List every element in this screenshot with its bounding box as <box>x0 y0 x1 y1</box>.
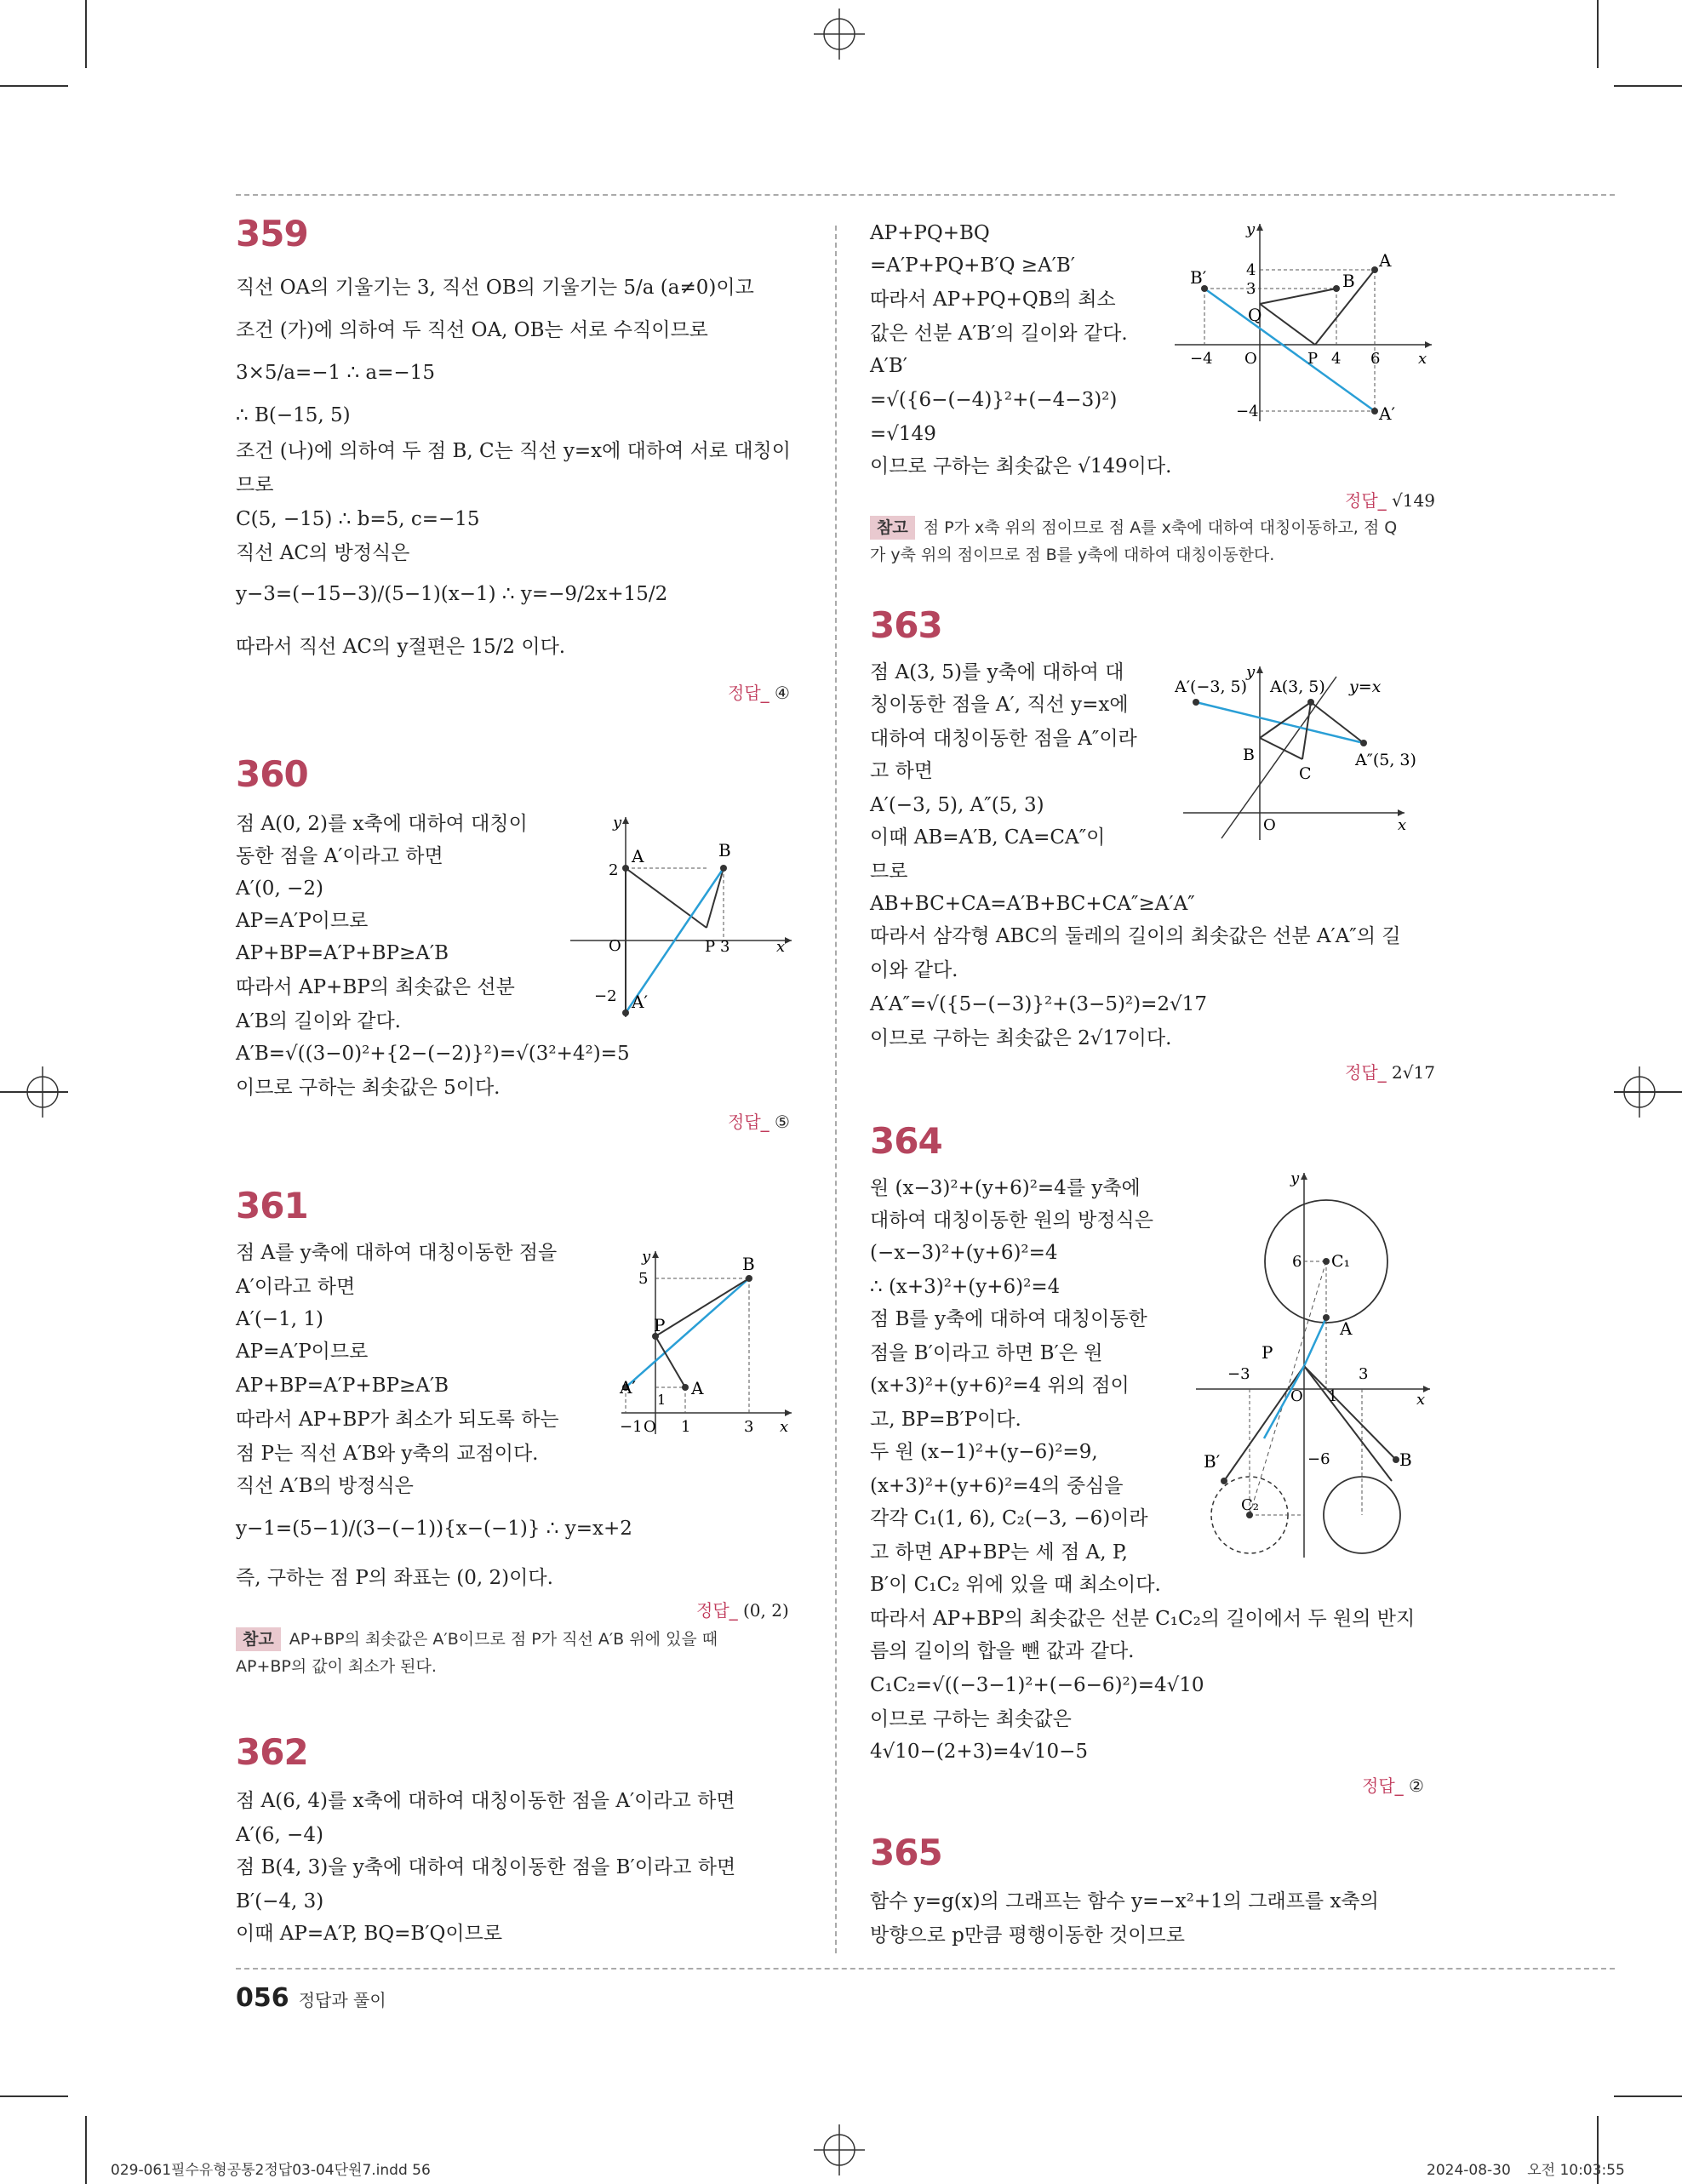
graph-label: x <box>776 938 786 956</box>
text-line: A′(−1, 1) <box>236 1308 323 1330</box>
crop-mark <box>1614 2095 1682 2097</box>
text-line: 므로 <box>236 474 274 496</box>
answer-label: 정답_ <box>1345 1062 1387 1083</box>
text-line: A′(0, −2) <box>236 878 323 900</box>
registration-mark <box>814 9 865 60</box>
graph-label: A′ <box>632 992 648 1012</box>
text-line: 따라서 AP+PQ+QB의 최소 <box>870 289 1116 311</box>
text-line: A′(6, −4) <box>236 1824 323 1846</box>
graph-label: 2 <box>609 861 619 879</box>
answer <box>728 679 790 704</box>
answer <box>1362 1772 1424 1797</box>
graph-label: B <box>1399 1449 1412 1470</box>
text-line: AB+BC+CA=A′B+BC+CA″≥A′A″ <box>870 893 1195 915</box>
note-361 <box>236 1626 718 1680</box>
graph-label: A′ <box>620 1377 636 1398</box>
text-line: A′A″=√({5−(−3)}²+(3−5)²)=2√17 <box>870 993 1207 1015</box>
crop-mark <box>85 2116 87 2184</box>
text-line: B′(−4, 3) <box>236 1890 324 1912</box>
graph-label: 5 <box>638 1270 649 1288</box>
text-line: C(5, −15) ∴ b=5, c=−15 <box>236 508 480 530</box>
text-line: 따라서 AP+BP의 최솟값은 선분 <box>236 976 515 998</box>
graph-label: 4 <box>1331 350 1342 368</box>
note-line: 가 y축 위의 점이므로 점 B를 y축에 대하여 대칭이동한다. <box>870 546 1275 564</box>
text-line: 점 B(4, 3)을 y축에 대하여 대칭이동한 점을 B′이라고 하면 <box>236 1856 736 1878</box>
answer <box>696 1597 789 1621</box>
text-line: 이므로 구하는 최솟값은 <box>870 1708 1072 1730</box>
text-line: 값은 선분 A′B′의 길이와 같다. <box>870 323 1128 345</box>
text-line: 따라서 삼각형 ABC의 둘레의 길이의 최솟값은 선분 A′A″의 길 <box>870 925 1401 947</box>
graph-label: −4 <box>1236 403 1259 420</box>
graph-label: 3 <box>1246 280 1256 298</box>
graph-label: A <box>1340 1318 1353 1339</box>
answer-label: 정답_ <box>1362 1775 1404 1796</box>
text-line: y−1=(5−1)/(3−(−1)){x−(−1)} ∴ y=x+2 <box>236 1518 632 1540</box>
text-line: AP+PQ+BQ <box>870 222 990 244</box>
text-line: 원 (x−3)²+(y+6)²=4를 y축에 <box>870 1177 1141 1199</box>
text-line: 이때 AP=A′P, BQ=B′Q이므로 <box>236 1923 503 1945</box>
note-line: AP+BP의 최솟값은 A′B이므로 점 P가 직선 A′B 위에 있을 때 <box>289 1630 718 1649</box>
text-line: 이므로 구하는 최솟값은 √149이다. <box>870 455 1172 477</box>
text-line: =√({6−(−4)}²+(−4−3)²) <box>870 389 1118 411</box>
graph-label: 3 <box>720 938 730 956</box>
graph-label: B <box>718 840 731 860</box>
answer-label: 정답_ <box>696 1600 738 1621</box>
print-date-value: 2024-08-30 <box>1427 2162 1511 2179</box>
graph-362 <box>1166 217 1439 430</box>
text-line: 조건 (나)에 의하여 두 점 B, C는 직선 y=x에 대하여 서로 대칭이 <box>236 440 791 462</box>
text-line: B′이 C₁C₂ 위에 있을 때 최소이다. <box>870 1574 1161 1596</box>
answer-value: (0, 2) <box>743 1600 789 1621</box>
text-line: 점 A를 y축에 대하여 대칭이동한 점을 <box>236 1242 558 1264</box>
graph-label: A <box>1379 250 1392 271</box>
graph-label: y <box>642 1248 651 1266</box>
text-line: 점 P는 직선 A′B와 y축의 교점이다. <box>236 1443 539 1465</box>
graph-label: O <box>609 937 621 955</box>
note-362 <box>870 514 1397 569</box>
text-line: (x+3)²+(y+6)²=4 위의 점이 <box>870 1375 1130 1397</box>
crop-mark <box>1597 0 1599 68</box>
problem-number: 359 <box>236 213 308 254</box>
text-line: ∴ B(−15, 5) <box>236 404 351 426</box>
graph-label: 6 <box>1292 1253 1302 1271</box>
answer-value: ⑤ <box>775 1112 790 1132</box>
graph-label: C <box>1299 764 1312 783</box>
problem-number: 363 <box>870 604 942 646</box>
graph-label: A′ <box>1379 403 1395 424</box>
graph-361 <box>613 1243 800 1438</box>
text-line: A′이라고 하면 <box>236 1276 356 1298</box>
graph-364 <box>1192 1166 1447 1558</box>
text-line: 각각 C₁(1, 6), C₂(−3, −6)이라 <box>870 1507 1148 1529</box>
crop-mark <box>85 0 87 68</box>
text-line: ∴ (x+3)²+(y+6)²=4 <box>870 1276 1061 1298</box>
graph-label: 3 <box>744 1418 754 1436</box>
answer-label: 정답_ <box>728 683 769 703</box>
graph-label: O <box>644 1418 656 1436</box>
graph-label: −1 <box>620 1418 643 1436</box>
graph-label: x <box>1416 1391 1426 1409</box>
graph-label: B <box>1342 271 1355 291</box>
note-label: 참고 <box>236 1627 281 1651</box>
crop-mark <box>0 85 68 87</box>
graph-label: P <box>705 938 716 956</box>
graph-label: O <box>1290 1387 1303 1405</box>
crop-mark <box>1614 85 1682 87</box>
text-line: 즉, 구하는 점 P의 좌표는 (0, 2)이다. <box>236 1567 553 1589</box>
graph-label: A(3, 5) <box>1270 677 1325 696</box>
graph-label: Q <box>1248 305 1262 325</box>
text-line: 고 하면 <box>870 760 933 782</box>
graph-label: y=x <box>1349 677 1382 696</box>
page-number: 056 <box>236 1983 289 2013</box>
column-divider <box>835 226 837 1953</box>
text-line: 이때 AB=A′B, CA=CA″이 <box>870 826 1106 849</box>
text-line: 4√10−(2+3)=4√10−5 <box>870 1741 1089 1763</box>
graph-label: P <box>654 1315 666 1335</box>
answer <box>728 1108 790 1133</box>
answer-value: ② <box>1409 1775 1424 1796</box>
graph-363 <box>1175 660 1430 843</box>
text-line: 점 A(6, 4)를 x축에 대하여 대칭이동한 점을 A′이라고 하면 <box>236 1790 735 1812</box>
text-line: 동한 점을 A′이라고 하면 <box>236 845 443 867</box>
text-line: AP=A′P이므로 <box>236 910 369 932</box>
text-line: A′B의 길이와 같다. <box>236 1010 401 1032</box>
text-line: 3×5/a=−1 ∴ a=−15 <box>236 362 435 384</box>
problem-number: 364 <box>870 1120 942 1162</box>
graph-label: B′ <box>1204 1451 1221 1472</box>
graph-label: y <box>1290 1169 1300 1187</box>
graph-label: A <box>691 1378 704 1398</box>
bottom-divider <box>236 1968 1615 1970</box>
page-section: 정답과 풀이 <box>298 1990 386 2010</box>
note-line: 점 P가 x축 위의 점이므로 점 A를 x축에 대하여 대칭이동하고, 점 Q <box>923 518 1398 537</box>
text-line: 점을 B′이라고 하면 B′은 원 <box>870 1342 1103 1364</box>
text-line: C₁C₂=√((−3−1)²+(−6−6)²)=4√10 <box>870 1674 1204 1696</box>
graph-label: C₂ <box>1241 1496 1259 1514</box>
text-line: 따라서 AP+BP의 최솟값은 선분 C₁C₂의 길이에서 두 원의 반지 <box>870 1608 1416 1630</box>
graph-label: 3 <box>1359 1365 1369 1383</box>
text-line: 대하여 대칭이동한 원의 방정식은 <box>870 1209 1153 1232</box>
graph-label: A <box>632 846 644 866</box>
graph-label: B <box>1243 746 1255 764</box>
graph-label: A″(5, 3) <box>1355 751 1416 769</box>
text-line: 조건 (가)에 의하여 두 직선 OA, OB는 서로 수직이므로 <box>236 319 708 341</box>
text-line: 점 A(3, 5)를 y축에 대하여 대 <box>870 661 1124 683</box>
graph-label: −6 <box>1307 1450 1330 1468</box>
registration-mark <box>17 1066 68 1118</box>
text-line: (x+3)²+(y+6)²=4의 중심을 <box>870 1475 1124 1497</box>
graph-label: 1 <box>657 1392 667 1408</box>
page-number-block <box>236 1983 386 2013</box>
text-line: 이와 같다. <box>870 959 958 981</box>
text-line: 점 B를 y축에 대하여 대칭이동한 <box>870 1308 1147 1330</box>
graph-label: x <box>780 1418 789 1436</box>
text-line: 직선 AC의 방정식은 <box>236 542 410 564</box>
crop-mark <box>0 2095 68 2097</box>
text-line: 고 하면 AP+BP는 세 점 A, P, <box>870 1541 1128 1564</box>
graph-label: −2 <box>594 987 617 1005</box>
text-line: 점 A(0, 2)를 x축에 대하여 대칭이 <box>236 813 528 835</box>
text-line: 므로 <box>870 860 908 883</box>
graph-label: y <box>1246 220 1256 238</box>
graph-label: O <box>1244 350 1257 368</box>
text-line: A′B=√((3−0)²+{2−(−2)}²)=√(3²+4²)=5 <box>236 1043 630 1065</box>
graph-label: 4 <box>1246 261 1256 279</box>
graph-label: P <box>1262 1342 1273 1363</box>
text-line: 방향으로 p만큼 평행이동한 것이므로 <box>870 1924 1185 1947</box>
problem-number: 361 <box>236 1185 308 1226</box>
text-line: 함수 y=g(x)의 그래프는 함수 y=−x²+1의 그래프를 x축의 <box>870 1890 1379 1912</box>
problem-number: 365 <box>870 1832 942 1873</box>
answer <box>1345 1059 1435 1083</box>
graph-label: 6 <box>1370 350 1381 368</box>
problem-number: 360 <box>236 753 308 795</box>
answer-label: 정답_ <box>728 1112 769 1132</box>
graph-label: B′ <box>1190 267 1207 288</box>
graph-label: x <box>1418 350 1427 368</box>
graph-label: P <box>1307 350 1319 368</box>
graph-label: C₁ <box>1331 1252 1351 1271</box>
text-line: 직선 A′B의 방정식은 <box>236 1475 414 1497</box>
text-line: 따라서 AP+BP가 최소가 되도록 하는 <box>236 1409 559 1431</box>
graph-label: A′(−3, 5) <box>1175 677 1248 696</box>
text-line: AP+BP=A′P+BP≥A′B <box>236 942 449 964</box>
text-line: =√149 <box>870 423 936 445</box>
graph-label: −3 <box>1227 1365 1250 1383</box>
note-line: AP+BP의 값이 최소가 된다. <box>236 1657 437 1676</box>
problem-number: 362 <box>236 1731 308 1773</box>
file-info: 029-061필수유형공통2정답03-04단원7.indd 56 <box>111 2162 431 2179</box>
text-line: AP=A′P이므로 <box>236 1341 369 1363</box>
text-line: 두 원 (x−1)²+(y−6)²=9, <box>870 1441 1098 1463</box>
text-line: 이므로 구하는 최솟값은 5이다. <box>236 1077 501 1099</box>
answer-value: ④ <box>775 683 790 703</box>
graph-label: 1 <box>1328 1387 1338 1405</box>
graph-label: B <box>742 1254 755 1274</box>
text-line: 름의 길이의 합을 뺀 값과 같다. <box>870 1640 1135 1662</box>
text-line: 따라서 직선 AC의 y절편은 15/2 이다. <box>236 636 566 658</box>
graph-label: 1 <box>681 1418 691 1436</box>
graph-label: −4 <box>1190 350 1213 368</box>
text-line: =A′P+PQ+B′Q ≥A′B′ <box>870 254 1075 277</box>
answer-label: 정답_ <box>1345 490 1387 511</box>
answer-value: 2√17 <box>1392 1062 1435 1083</box>
text-line: A′(−3, 5), A″(5, 3) <box>870 794 1044 816</box>
text-line: 직선 OA의 기울기는 3, 직선 OB의 기울기는 5/a (a≠0)이고 <box>236 277 754 299</box>
graph-label: O <box>1263 816 1276 834</box>
graph-label: y <box>1246 663 1256 681</box>
registration-mark <box>814 2124 865 2175</box>
graph-label: x <box>1398 816 1407 834</box>
text-line: y−3=(−15−3)/(5−1)(x−1) ∴ y=−9/2x+15/2 <box>236 583 668 605</box>
text-line: 칭이동한 점을 A′, 직선 y=x에 <box>870 694 1129 716</box>
graph-label: y <box>613 814 622 832</box>
print-time-value: 오전 10:03:55 <box>1527 2162 1625 2179</box>
registration-mark <box>1614 1066 1665 1118</box>
text-line: 대하여 대칭이동한 점을 A″이라 <box>870 728 1137 750</box>
graph-360 <box>562 809 800 1021</box>
answer <box>1345 487 1435 512</box>
text-line: AP+BP=A′P+BP≥A′B <box>236 1375 449 1397</box>
print-date <box>1427 2158 1625 2179</box>
note-label: 참고 <box>870 516 915 540</box>
text-line: 이므로 구하는 최솟값은 2√17이다. <box>870 1027 1172 1049</box>
text-line: 고, BP=B′P이다. <box>870 1409 1021 1431</box>
top-divider <box>236 194 1615 196</box>
answer-value: √149 <box>1392 490 1435 511</box>
text-line: (−x−3)²+(y+6)²=4 <box>870 1242 1058 1264</box>
text-line: A′B′ <box>870 355 907 377</box>
